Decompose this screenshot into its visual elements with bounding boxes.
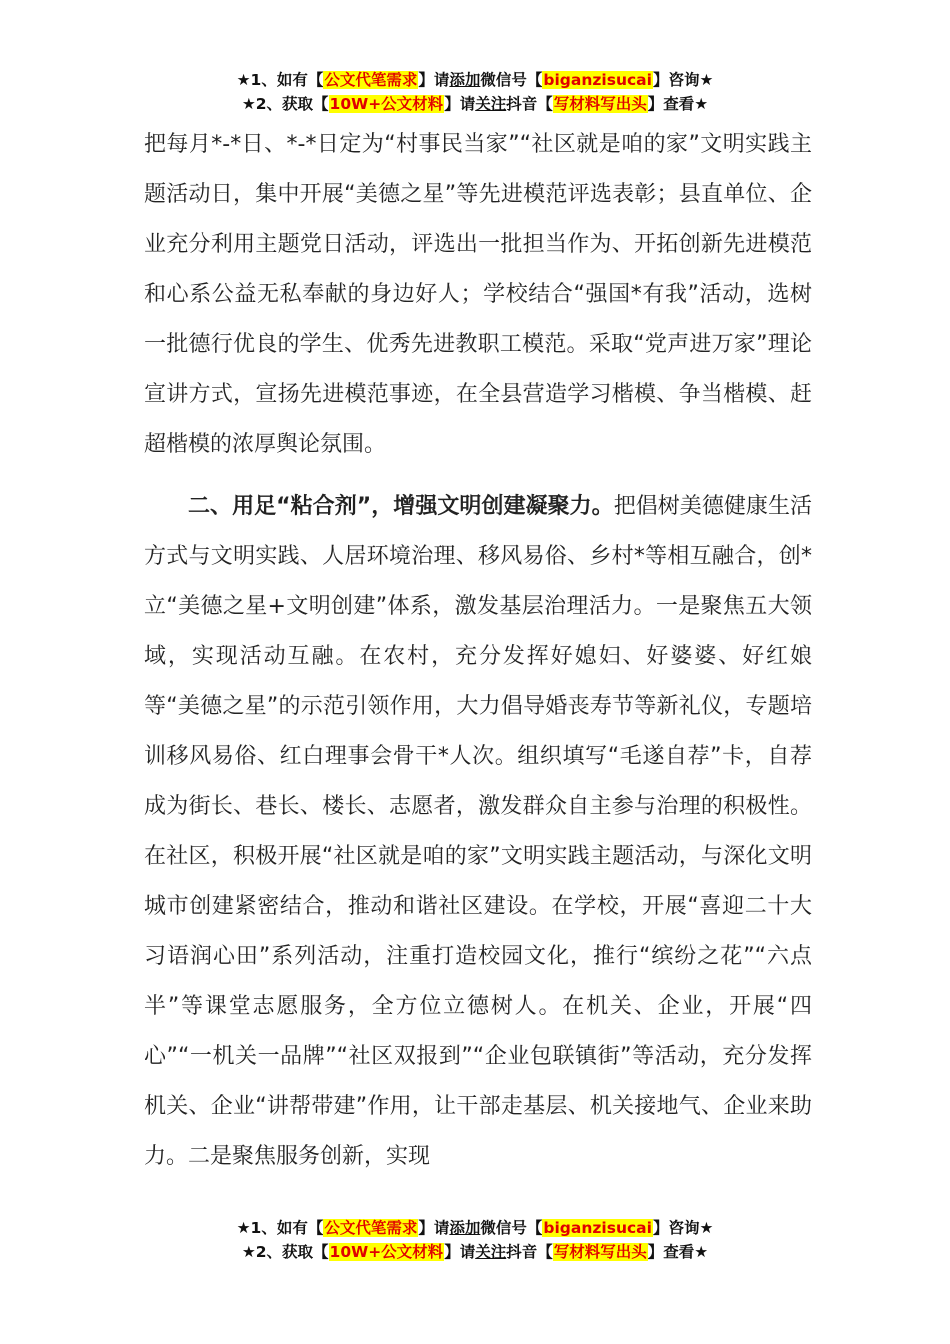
banner-highlight: 10W+公文材料 — [329, 95, 444, 113]
banner-underline: 关注 — [475, 95, 507, 113]
banner-text: ★2、获取【 — [241, 1243, 329, 1261]
banner-highlight: 公文代笔需求 — [324, 71, 418, 89]
banner-underline: 添加 — [449, 71, 481, 89]
header-banner — [0, 68, 950, 116]
banner-text: 】请 — [418, 1219, 450, 1237]
banner-line-1 — [0, 68, 950, 92]
banner-text: 】咨询★ — [652, 71, 714, 89]
banner-text: ★2、获取【 — [241, 95, 329, 113]
banner-text: 】咨询★ — [652, 1219, 714, 1237]
banner-underline: 添加 — [449, 1219, 481, 1237]
banner-highlight: biganzisucai — [543, 71, 652, 89]
banner-text: 】查看★ — [647, 95, 709, 113]
footer-banner — [0, 1216, 950, 1264]
banner-text: 】请 — [418, 71, 450, 89]
paragraph-2-body: 把倡树美德健康生活方式与文明实践、人居环境治理、移风易俗、乡村*等相互融合，创*立“美德之星+文明创建”体系，激发基层治理活力。一是聚焦五大领域，实现活动互融。在农村，充分发挥好媳妇、好婆婆、好红娘等“美德之星”的示范引领作用，大力倡导婚丧寿节等新礼仪，专题培训移风易俗、红白理事会骨干*人次。组织填写“毛遂自荐”卡，自荐成为街长、巷长、楼长、志愿者，激发群众自主参与治理的积极性。在社区，积极开展“社区就是咱的家”文明实践主题活动，与深化文明城市创建紧密结合，推动和谐社区建设。在学校，开展“喜迎二十大习语润心田”系列活动，注重打造校园文化，推行“缤纷之花”“六点半”等课堂志愿服务，全方位立德树人。在机关、企业，开展“四心”“一机关一品牌”“社区双报到”“企业包联镇街”等活动，充分发挥机关、企业“讲帮带建”作用，让干部走基层、机关接地气、企业来助力。二是聚焦服务创新，实现 — [144, 494, 812, 1169]
paragraph-2 — [144, 482, 812, 1182]
banner-underline: 关注 — [475, 1243, 507, 1261]
banner-highlight: biganzisucai — [543, 1219, 652, 1237]
banner-text: 】查看★ — [647, 1243, 709, 1261]
banner-line-1 — [0, 1216, 950, 1240]
banner-line-2 — [0, 92, 950, 116]
section-heading: 二、用足“粘合剂”，增强文明创建凝聚力。 — [188, 494, 614, 519]
banner-highlight: 公文代笔需求 — [324, 1219, 418, 1237]
banner-highlight: 写材料写出头 — [553, 95, 647, 113]
banner-highlight: 10W+公文材料 — [329, 1243, 444, 1261]
banner-text: ★1、如有【 — [236, 71, 324, 89]
document-body — [144, 120, 812, 1182]
banner-text: 抖音【 — [506, 95, 553, 113]
banner-text: 】请 — [444, 1243, 476, 1261]
paragraph-1: 把每月*-*日、*-*日定为“村事民当家”“社区就是咱的家”文明实践主题活动日，集中开展“美德之星”等先进模范评选表彰；县直单位、企业充分利用主题党日活动，评选出一批担当作为、开拓创新先进模范和心系公益无私奉献的身边好人；学校结合“强国*有我”活动，选树一批德行优良的学生、优秀先进教职工模范。采取“党声进万家”理论宣讲方式，宣扬先进模范事迹，在全县营造学习楷模、争当楷模、赶超楷模的浓厚舆论氛围。 — [144, 132, 812, 457]
banner-text: 微信号【 — [480, 71, 543, 89]
banner-highlight: 写材料写出头 — [553, 1243, 647, 1261]
banner-line-2 — [0, 1240, 950, 1264]
banner-text: 微信号【 — [480, 1219, 543, 1237]
banner-text: 】请 — [444, 95, 476, 113]
banner-text: ★1、如有【 — [236, 1219, 324, 1237]
banner-text: 抖音【 — [506, 1243, 553, 1261]
